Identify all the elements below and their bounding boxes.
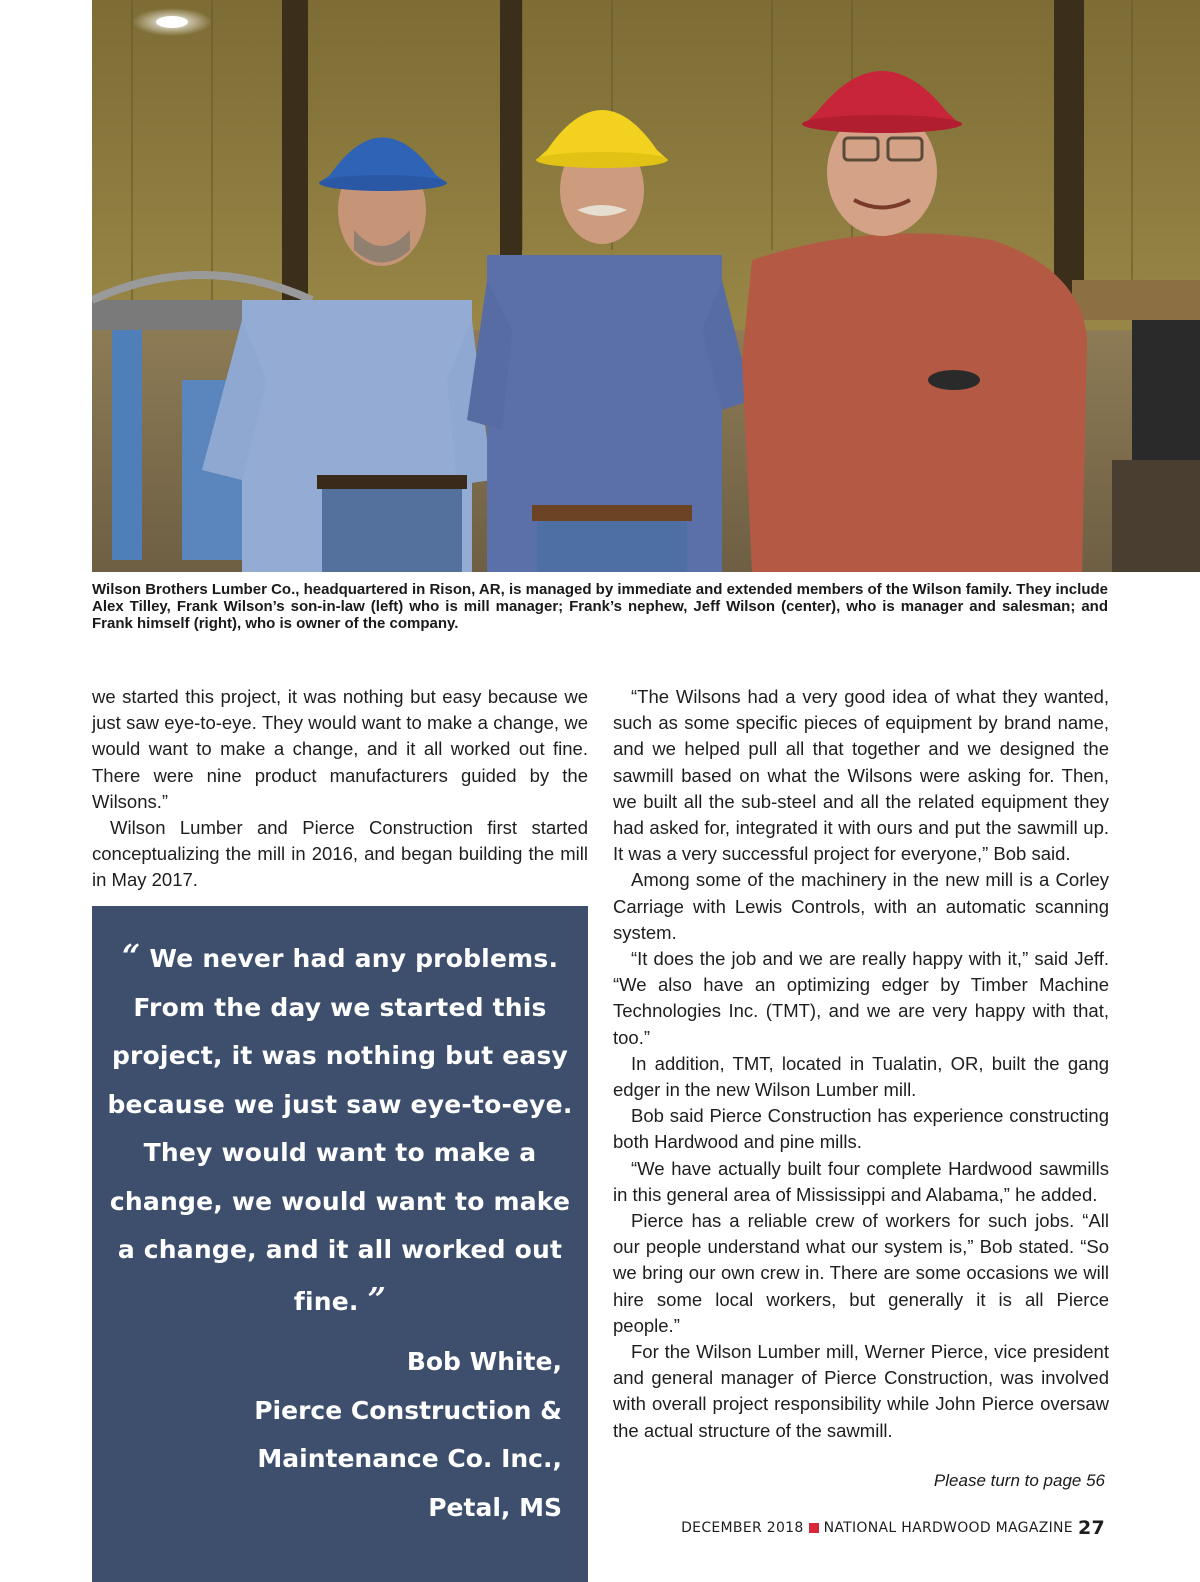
attribution-company: Maintenance Co. Inc.,: [257, 1444, 562, 1473]
open-quote-icon: “: [121, 937, 141, 975]
body-paragraph: “We have actually built four complete Hardwood sawmills in this general area of Mississippi and Alabama,” he added.: [613, 1157, 1109, 1205]
body-paragraph: “The Wilsons had a very good idea of what they wanted, such as some specific pieces of equipment by brand name, and we helped pull all that together and we designed the sawmill based on what the Wilsons were asking for. Then, we built all the sub-steel and all the related equipment they had asked for, integrated it with ours and put the sawmill up. It was a very successful project for everyone,” Bob said.: [613, 686, 1109, 865]
footer-issue: DECEMBER 2018: [681, 1520, 804, 1536]
footer-magazine: NATIONAL HARDWOOD MAGAZINE: [823, 1520, 1073, 1536]
pull-quote-text: We never had any problems. From the day we started this project, it was nothing but easy because we just saw eye-to-eye. They would want to make a change, we would want to make a change, and it all worked out fine.: [107, 944, 573, 1316]
pull-quote-text-block: [106, 932, 574, 1326]
page-number: 27: [1077, 1517, 1105, 1539]
body-paragraph: Bob said Pierce Construction has experience constructing both Hardwood and pine mills.: [613, 1105, 1109, 1153]
feature-photo: [92, 0, 1200, 572]
pull-quote-attribution: [122, 1338, 562, 1532]
attribution-company: Pierce Construction &: [254, 1395, 562, 1425]
photo-caption: Wilson Brothers Lumber Co., headquartered in Rison, AR, is managed by immediate and extended members of the Wilson family. They include Alex Tilley, Frank Wilson’s son-in-law (left) who is mill manager; Frank’s nephew, Jeff Wilson (center), who is manager and salesman; and Frank himself (right), who is owner of the company.: [92, 581, 1108, 632]
body-paragraph: In addition, TMT, located in Tualatin, OR, built the gang edger in the new Wilson Lumber mill.: [613, 1052, 1109, 1101]
left-column: [92, 684, 588, 894]
right-column: [613, 684, 1109, 1444]
body-paragraph: Pierce has a reliable crew of workers for such jobs. “All our people understand what our system is,” Bob stated. “So we bring our own crew in. There are some occasions we will hire some local workers, but generally it is all Pierce people.”: [613, 1210, 1109, 1336]
attribution-location: Petal, MS: [428, 1492, 562, 1522]
photo-three-men-hard-hats: [92, 0, 1200, 572]
body-paragraph: “It does the job and we are really happy with it,” said Jeff. “We also have an optimizing edger by Timber Machine Technologies Inc. (TMT), and we are very happy with that, too.”: [613, 948, 1109, 1048]
continuation-note: Please turn to page 56: [933, 1471, 1105, 1490]
body-paragraph: For the Wilson Lumber mill, Werner Pierce, vice president and general manager of Pierce Construction, was involved with overall project responsibility while John Pierce oversaw the actual structure of the sawmill.: [613, 1341, 1109, 1441]
pull-quote-box: [92, 906, 588, 1582]
close-quote-icon: ”: [367, 1279, 387, 1318]
attribution-name: Bob White,: [406, 1347, 562, 1376]
square-bullet-icon: [809, 1523, 819, 1533]
body-paragraph: we started this project, it was nothing but easy because we just saw eye-to-eye. They would want to make a change, we would want to make a change, and it all worked out fine. There were nine product manufacturers guided by the Wilsons.”: [92, 686, 588, 812]
body-paragraph: Among some of the machinery in the new mill is a Corley Carriage with Lewis Controls, with an automatic scanning system.: [613, 869, 1109, 943]
page-footer: [681, 1517, 1105, 1539]
body-paragraph: Wilson Lumber and Pierce Construction first started conceptualizing the mill in 2016, and began building the mill in May 2017.: [92, 817, 588, 891]
